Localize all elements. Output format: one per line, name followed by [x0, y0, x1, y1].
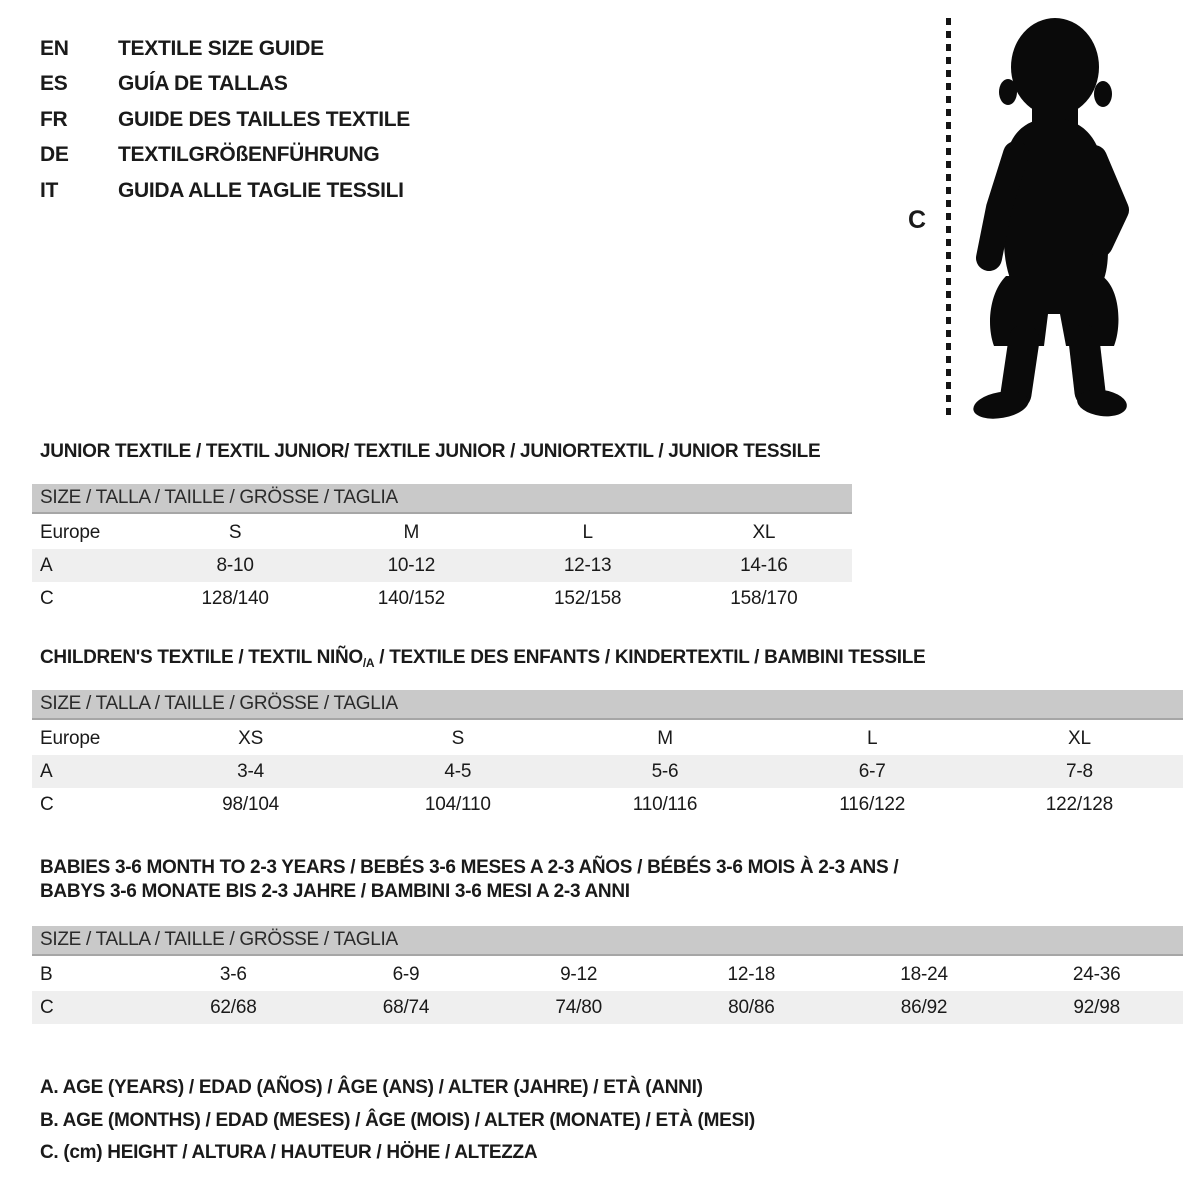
size-header-bar: SIZE / TALLA / TAILLE / GRÖSSE / TAGLIA: [32, 484, 852, 514]
table-cell: 158/170: [730, 587, 798, 609]
table-row: [32, 958, 1183, 991]
table-cell: XL: [1067, 727, 1091, 749]
table-cell: 6-9: [392, 963, 420, 985]
toddler-silhouette-image: [960, 12, 1146, 422]
table-cell: 3-6: [219, 963, 247, 985]
footnote-height-cm: C. (cm) HEIGHT / ALTURA / HAUTEUR / HÖHE / ALTEZZA: [40, 1142, 538, 1163]
junior-size-table: [32, 484, 852, 615]
table-cell: L: [582, 521, 593, 543]
table-cell: 5-6: [651, 760, 679, 782]
babies-section-title: [40, 856, 898, 904]
table-cell: S: [451, 727, 465, 749]
table-cell: 24-36: [1072, 963, 1121, 985]
table-row: [32, 582, 852, 615]
babies-size-table: [32, 926, 1183, 1024]
table-cell: 4-5: [444, 760, 472, 782]
table-cell: 7-8: [1065, 760, 1093, 782]
table-cell: 110/116: [632, 793, 698, 815]
children-section-title: [40, 646, 925, 671]
language-code: FR: [40, 107, 68, 131]
language-row-fr: [40, 102, 410, 138]
language-code: DE: [40, 143, 69, 167]
language-title-list: [40, 31, 410, 209]
junior-section-title: JUNIOR TEXTILE / TEXTIL JUNIOR/ TEXTILE JUNIOR / JUNIORTEXTIL / JUNIOR TESSILE: [40, 441, 821, 462]
table-cell: 140/152: [377, 587, 446, 609]
table-cell: 68/74: [382, 996, 430, 1018]
size-header-bar: SIZE / TALLA / TAILLE / GRÖSSE / TAGLIA: [32, 690, 1183, 720]
table-cell: 74/80: [555, 996, 602, 1018]
language-row-de: [40, 138, 410, 174]
table-cell: 92/98: [1073, 996, 1120, 1018]
table-cell: 8-10: [216, 554, 254, 576]
height-dashed-line: [946, 18, 951, 416]
table-cell: 152/158: [553, 587, 622, 609]
table-row: [32, 755, 1183, 788]
table-cell: S: [228, 521, 242, 543]
table-row: [32, 722, 1183, 755]
children-title-subscript: /A: [362, 656, 375, 670]
row-label: Europe: [40, 727, 101, 749]
language-row-it: [40, 173, 410, 209]
row-label: C: [40, 793, 54, 815]
table-row: [32, 549, 852, 582]
row-label: Europe: [40, 521, 101, 543]
row-label: A: [40, 554, 53, 576]
table-cell: L: [867, 727, 878, 749]
row-label: B: [40, 963, 53, 985]
table-cell: 104/110: [424, 793, 491, 815]
table-cell: 6-7: [858, 760, 886, 782]
table-cell: 10-12: [387, 554, 436, 576]
language-title: TEXTILE SIZE GUIDE: [118, 36, 324, 60]
table-cell: 80/86: [728, 996, 775, 1018]
table-row: [32, 788, 1183, 821]
footnote-age-months: B. AGE (MONTHS) / EDAD (MESES) / ÂGE (MOIS) / ALTER (MONATE) / ETÀ (MESI): [40, 1109, 755, 1131]
footnote-age-years: A. AGE (YEARS) / EDAD (AÑOS) / ÂGE (ANS) / ALTER (JAHRE) / ETÀ (ANNI): [40, 1077, 703, 1098]
row-label: C: [40, 587, 54, 609]
table-cell: XS: [238, 727, 264, 749]
table-cell: 9-12: [560, 963, 598, 985]
children-title-text: CHILDREN'S TEXTILE / TEXTIL NIÑO: [40, 647, 363, 668]
row-label: C: [40, 996, 54, 1018]
table-row: [32, 991, 1183, 1024]
language-code: IT: [40, 178, 59, 202]
language-title: GUIDE DES TAILLES TEXTILE: [118, 107, 410, 131]
table-cell: 128/140: [201, 587, 269, 609]
table-cell: 62/68: [210, 996, 257, 1018]
table-cell: 98/104: [222, 793, 280, 815]
table-cell: 12-13: [563, 554, 612, 576]
table-cell: 12-18: [727, 963, 776, 985]
language-code: ES: [40, 72, 68, 96]
table-cell: 122/128: [1045, 793, 1114, 815]
language-title: GUÍA DE TALLAS: [118, 72, 288, 96]
size-header-bar: SIZE / TALLA / TAILLE / GRÖSSE / TAGLIA: [32, 926, 1183, 956]
table-cell: 116/122: [839, 793, 906, 815]
table-row: [32, 516, 852, 549]
language-code: EN: [40, 36, 69, 60]
table-cell: M: [657, 727, 673, 749]
table-cell: XL: [752, 521, 776, 543]
language-title: GUIDA ALLE TAGLIE TESSILI: [118, 178, 404, 202]
table-cell: M: [403, 521, 420, 543]
language-title: TEXTILGRÖßENFÜHRUNG: [118, 143, 380, 167]
language-row-en: [40, 31, 410, 67]
children-size-table: [32, 690, 1183, 821]
language-row-es: [40, 67, 410, 103]
babies-title-line2: BABYS 3-6 MONATE BIS 2-3 JAHRE / BAMBINI 3-6 MESI A 2-3 ANNI: [40, 881, 630, 902]
table-cell: 14-16: [740, 554, 788, 576]
table-cell: 18-24: [900, 963, 948, 985]
children-title-text: / TEXTILE DES ENFANTS / KINDERTEXTIL / BAMBINI TESSILE: [374, 647, 926, 668]
height-measure-label: C: [908, 206, 927, 234]
babies-title-line1: BABIES 3-6 MONTH TO 2-3 YEARS / BEBÉS 3-6 MESES A 2-3 AÑOS / BÉBÉS 3-6 MOIS À 2-3 ANS /: [40, 857, 899, 878]
row-label: A: [40, 760, 53, 782]
table-cell: 86/92: [900, 996, 948, 1018]
table-cell: 3-4: [237, 760, 265, 782]
footnote-legend: [40, 1072, 755, 1170]
